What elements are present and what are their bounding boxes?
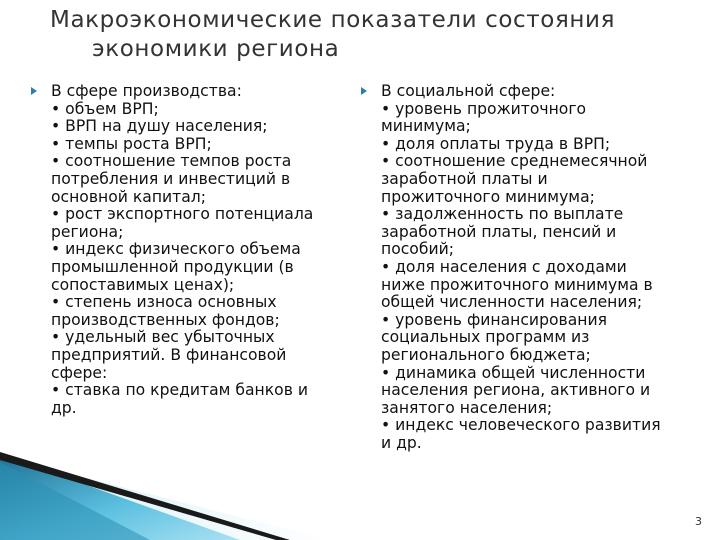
list-line: • динамика общей численности bbox=[381, 363, 646, 382]
social-sphere-column bbox=[363, 83, 693, 452]
list-line: регионального бюджета; bbox=[381, 345, 591, 364]
list-line: В социальной сфере: bbox=[381, 82, 556, 100]
list-line: сопоставимых ценах); bbox=[51, 275, 235, 294]
list-line: • индекс физического объема bbox=[51, 240, 301, 259]
production-sphere-list bbox=[33, 83, 343, 417]
list-line: В сфере производства: bbox=[51, 82, 242, 100]
list-line: сфере: bbox=[51, 363, 108, 382]
slide-title bbox=[50, 6, 690, 64]
slide-title-line-1: Макроэкономические показатели состояния bbox=[50, 7, 616, 33]
list-line: • уровень финансирования bbox=[381, 310, 607, 329]
list-line: • соотношение среднемесячной bbox=[381, 152, 648, 171]
list-line: • рост экспортного потенциала bbox=[51, 205, 314, 224]
list-line: др. bbox=[51, 398, 77, 417]
list-line: • задолженность по выплате bbox=[381, 205, 624, 224]
list-line: региона; bbox=[51, 222, 124, 241]
list-line: заработной платы, пенсий и bbox=[381, 222, 617, 241]
social-sphere-list bbox=[363, 83, 693, 452]
list-line: • ставка по кредитам банков и bbox=[51, 381, 308, 400]
list-line: прожиточного минимума; bbox=[381, 187, 595, 206]
list-line: • доля населения с доходами bbox=[381, 257, 627, 276]
list-line: населения региона, активного и bbox=[381, 381, 651, 400]
list-line: • соотношение темпов роста bbox=[51, 152, 292, 171]
list-line: • удельный вес убыточных bbox=[51, 328, 275, 347]
list-line: промышленной продукции (в bbox=[51, 257, 294, 276]
list-line: • ВРП на душу населения; bbox=[51, 117, 268, 136]
list-line: общей численности населения; bbox=[381, 293, 643, 312]
list-line: минимума; bbox=[381, 117, 471, 136]
list-line: занятого населения; bbox=[381, 398, 553, 417]
list-line: заработной платы и bbox=[381, 169, 548, 188]
list-line: и др. bbox=[381, 433, 422, 452]
production-sphere-column bbox=[33, 83, 343, 417]
list-line: предприятий. В финансовой bbox=[51, 345, 287, 364]
list-line: • степень износа основных bbox=[51, 293, 277, 312]
arrow-bullet-icon bbox=[31, 87, 37, 95]
page-number: 3 bbox=[695, 515, 702, 528]
list-line: • уровень прожиточного bbox=[381, 99, 587, 118]
list-line: пособий; bbox=[381, 240, 454, 259]
decorative-corner-stripes bbox=[0, 440, 720, 540]
list-line: • индекс человеческого развития bbox=[381, 416, 661, 435]
list-line: • доля оплаты труда в ВРП; bbox=[381, 134, 611, 153]
list-line: • объем ВРП; bbox=[51, 99, 159, 118]
list-line: потребления и инвестиций в bbox=[51, 169, 291, 188]
list-line: производственных фондов; bbox=[51, 310, 280, 329]
list-line: ниже прожиточного минимума в bbox=[381, 275, 653, 294]
list-line: основной капитал; bbox=[51, 187, 207, 206]
list-line: социальных программ из bbox=[381, 328, 590, 347]
list-line: • темпы роста ВРП; bbox=[51, 134, 212, 153]
slide-title-line-2: экономики региона bbox=[92, 36, 340, 62]
arrow-bullet-icon bbox=[361, 87, 367, 95]
